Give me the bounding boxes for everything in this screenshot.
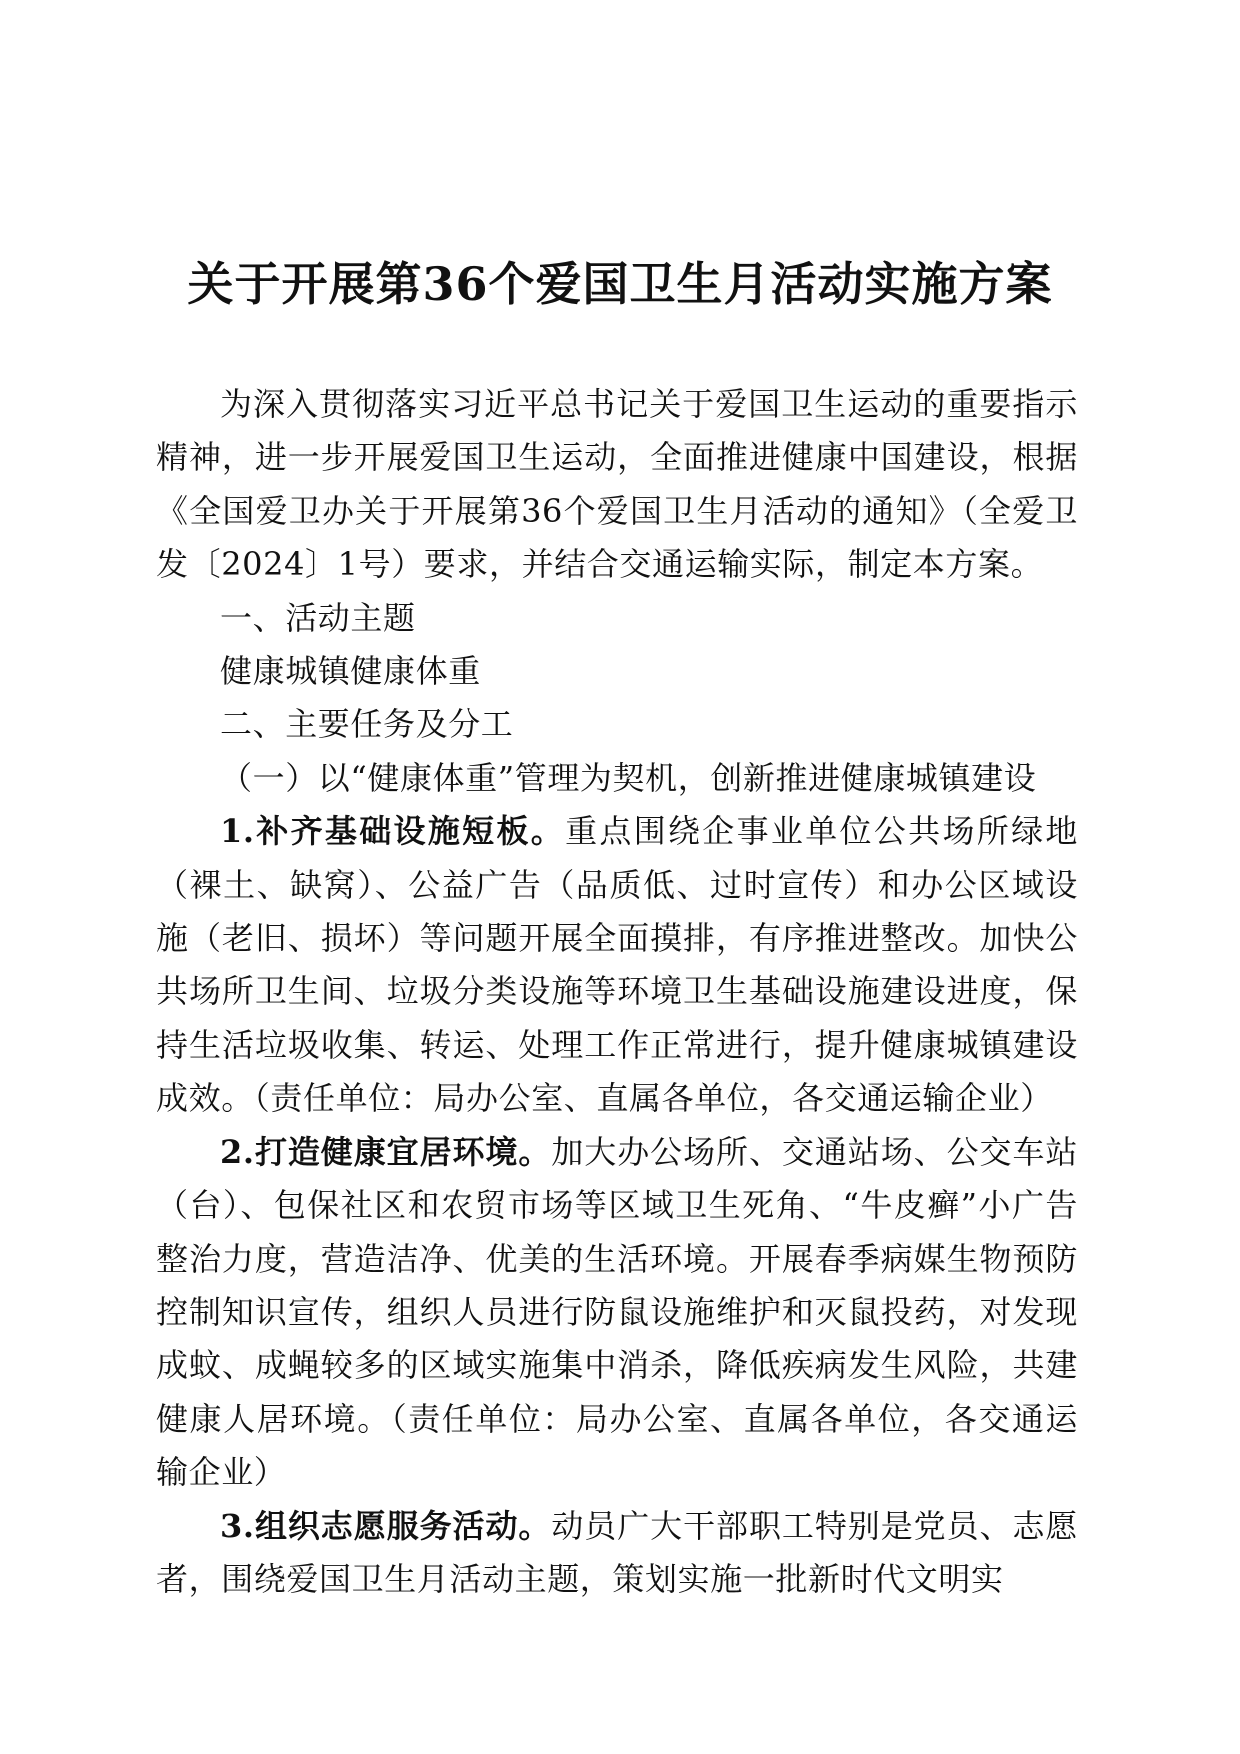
task-item-2-lead: 2.打造健康宜居环境。 (220, 1132, 552, 1171)
document-title: 关于开展第36个爱国卫生月活动实施方案 (187, 257, 1053, 311)
section-2-heading: 二、主要任务及分工 (220, 705, 514, 744)
section-1-heading: 一、活动主题 (220, 598, 416, 637)
task-item-1-lead: 1.补齐基础设施短板。 (220, 812, 566, 851)
document-body (156, 378, 1078, 1606)
task-item-1-text: 重点围绕企事业单位公共场所绿地（裸土、缺窝）、公益广告（品质低、过时宣传）和办公区域设施（老旧、损坏）等问题开展全面摸排，有序推进整改。加快公共场所卫生间、垃圾分类设施等环境卫生基础设施建设进度，保持生活垃圾收集、转运、处理工作正常进行，提升健康城镇建设成效。（责任单位：局办公室、直属各单位，各交通运输企业） (156, 812, 1078, 1118)
task-item-2-text: 加大办公场所、交通站场、公交车站（台）、包保社区和农贸市场等区域卫生死角、“牛皮癣”小广告整治力度，营造洁净、优美的生活环境。开展春季病媒生物预防控制知识宣传，组织人员进行防鼠设施维护和灭鼠投药，对发现成蚊、成蝇较多的区域实施集中消杀，降低疾病发生风险，共建健康人居环境。（责任单位：局办公室、直属各单位，各交通运输企业） (156, 1132, 1078, 1492)
task-item-3 (156, 1500, 1078, 1607)
task-item-1 (156, 805, 1078, 1125)
intro-paragraph: 为深入贯彻落实习近平总书记关于爱国卫生运动的重要指示精神，进一步开展爱国卫生运动，全面推进健康中国建设，根据《全国爱卫办关于开展第36个爱国卫生月活动的通知》（全爱卫发〔2024〕1号）要求，并结合交通运输实际，制定本方案。 (156, 385, 1078, 584)
section-2-subheading: （一）以“健康体重”管理为契机，创新推进健康城镇建设 (220, 758, 1037, 797)
section-1-text: 健康城镇健康体重 (220, 652, 481, 691)
task-item-3-text: 动员广大干部职工特别是党员、志愿者，围绕爱国卫生月活动主题，策划实施一批新时代文明实 (156, 1506, 1078, 1598)
task-item-2 (156, 1126, 1078, 1500)
task-item-3-lead: 3.组织志愿服务活动。 (220, 1506, 552, 1545)
